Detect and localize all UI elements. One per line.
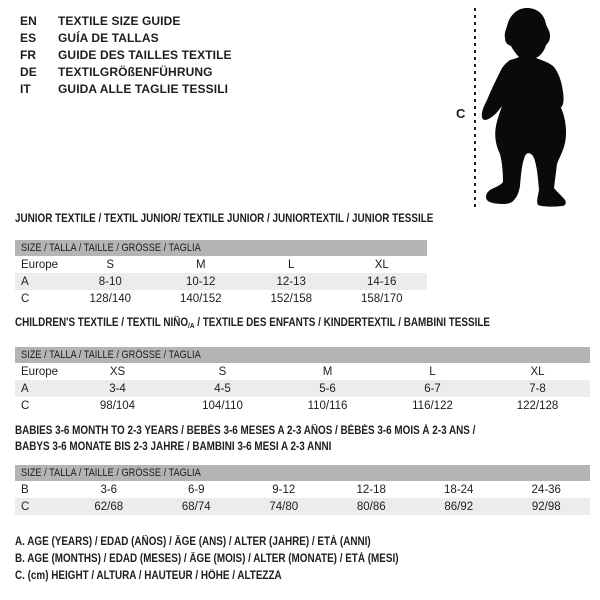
legend-footnotes (15, 536, 461, 587)
language-row-de (20, 63, 232, 80)
guide-title-es: GUÍA DE TALLAS (58, 30, 159, 45)
table-row-height (15, 290, 427, 307)
size-header-label: SIZE / TALLA / TAILLE / GRÖSSE / TAGLIA (21, 467, 201, 479)
age-value: 5-6 (319, 382, 336, 395)
size-header-label: SIZE / TALLA / TAILLE / GRÖSSE / TAGLIA (21, 242, 201, 254)
guide-title-de: TEXTILGRÖßENFÜHRUNG (58, 64, 213, 79)
children-table-title: CHILDREN'S TEXTILE / TEXTIL NIÑO/A / TEXTILE DES ENFANTS / KINDERTEXTIL / BAMBINI TESSILE (15, 317, 490, 330)
table-row-europe (15, 256, 427, 273)
height-value: 74/80 (269, 500, 299, 513)
table-row-height (15, 397, 590, 414)
age-value: 10-12 (186, 275, 216, 288)
size-header-bar (15, 240, 427, 256)
height-value: 104/110 (202, 399, 243, 412)
table-row-height (15, 498, 590, 515)
height-value: 68/74 (181, 500, 211, 513)
row-label: C (21, 292, 30, 305)
language-row-fr (20, 46, 232, 63)
size-value: L (429, 365, 436, 378)
age-value: 24-36 (531, 483, 561, 496)
height-value: 122/128 (516, 399, 559, 412)
table-row-europe (15, 363, 590, 380)
language-row-es (20, 29, 232, 46)
age-value: 8-10 (98, 275, 122, 288)
junior-table-title: JUNIOR TEXTILE / TEXTIL JUNIOR/ TEXTILE JUNIOR / JUNIORTEXTIL / JUNIOR TESSILE (15, 213, 434, 225)
size-value: XS (109, 365, 126, 378)
row-label: B (21, 483, 29, 496)
size-header-label: SIZE / TALLA / TAILLE / GRÖSSE / TAGLIA (21, 349, 201, 361)
language-code: IT (20, 81, 31, 96)
row-label: Europe (21, 365, 59, 378)
height-value: 110/116 (307, 399, 348, 412)
table-row-age-months (15, 481, 590, 498)
size-value: XL (374, 258, 389, 271)
height-value: 128/140 (89, 292, 132, 305)
age-value: 3-4 (109, 382, 126, 395)
row-label: A (21, 382, 29, 395)
language-code: FR (20, 47, 37, 62)
height-value: 140/152 (179, 292, 222, 305)
age-value: 12-13 (276, 275, 306, 288)
babies-table-title: BABIES 3-6 MONTH TO 2-3 YEARS / BEBÉS 3-6 MESES A 2-3 AÑOS / BÉBÉS 3-6 MOIS À 2-3 ANS / BABYS 3-6 MONATE BIS 2-3 JAHRE / BAMBINI 3-6 MESI A 2-3 ANNI (15, 425, 476, 453)
guide-title-fr: GUIDE DES TAILLES TEXTILE (58, 47, 232, 62)
age-value: 6-7 (424, 382, 441, 395)
subscript-a: /A (188, 321, 195, 330)
babies-size-table (15, 465, 590, 515)
footnote-c: C. (cm) HEIGHT / ALTURA / HAUTEUR / HÖHE / ALTEZZA (15, 570, 282, 582)
age-value: 6-9 (187, 483, 205, 496)
size-value: M (195, 258, 206, 271)
language-code: ES (20, 30, 37, 45)
size-value: L (288, 258, 295, 271)
guide-title-en: TEXTILE SIZE GUIDE (58, 13, 181, 28)
size-header-bar (15, 465, 590, 481)
junior-size-table (15, 240, 427, 307)
toddler-silhouette-image (470, 0, 600, 215)
size-value: XL (530, 365, 545, 378)
age-value: 3-6 (100, 483, 118, 496)
height-value: 62/68 (94, 500, 124, 513)
size-value: S (106, 258, 115, 271)
row-label: Europe (21, 258, 59, 271)
size-value: S (218, 365, 227, 378)
height-value: 86/92 (444, 500, 474, 513)
table-row-age (15, 380, 590, 397)
footnote-a: A. AGE (YEARS) / EDAD (AÑOS) / ÂGE (ANS) / ALTER (JAHRE) / ETÀ (ANNI) (15, 536, 371, 548)
language-row-it (20, 80, 232, 97)
row-label: C (21, 399, 30, 412)
guide-title-it: GUIDA ALLE TAGLIE TESSILI (58, 81, 229, 96)
height-value: 80/86 (356, 500, 386, 513)
size-value: M (322, 365, 333, 378)
language-title-list (20, 12, 232, 97)
children-size-table (15, 347, 590, 414)
age-value: 7-8 (529, 382, 546, 395)
language-code: EN (20, 13, 37, 28)
height-value: 98/104 (99, 399, 136, 412)
row-label: C (21, 500, 30, 513)
footnote-b: B. AGE (MONTHS) / EDAD (MESES) / ÂGE (MOIS) / ALTER (MONATE) / ETÀ (MESI) (15, 553, 399, 565)
height-value: 116/122 (412, 399, 453, 412)
size-header-bar (15, 347, 590, 363)
age-value: 4-5 (214, 382, 231, 395)
table-row-age (15, 273, 427, 290)
age-value: 18-24 (444, 483, 474, 496)
height-value: 158/170 (360, 292, 403, 305)
height-label-c: C (456, 106, 466, 121)
age-value: 12-18 (356, 483, 386, 496)
height-value: 152/158 (270, 292, 313, 305)
age-value: 9-12 (272, 483, 296, 496)
row-label: A (21, 275, 29, 288)
language-row-en (20, 12, 232, 29)
age-value: 14-16 (367, 275, 397, 288)
language-code: DE (20, 64, 37, 79)
height-value: 92/98 (531, 500, 561, 513)
